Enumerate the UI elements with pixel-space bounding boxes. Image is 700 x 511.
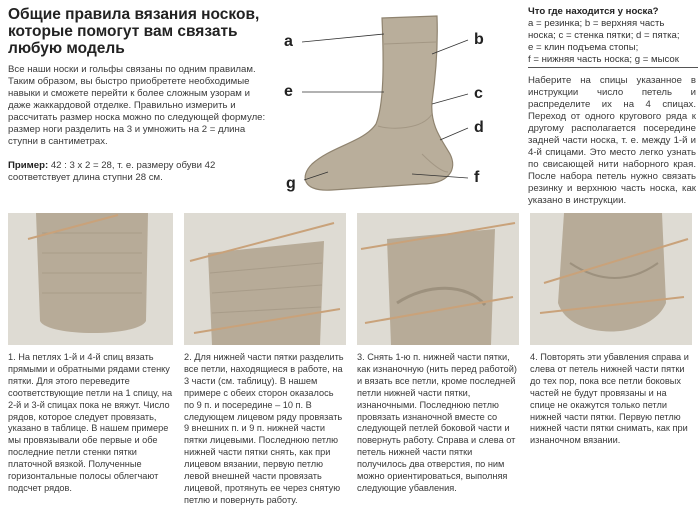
diagram-label-b: b (474, 31, 484, 48)
instructions-paragraph: Наберите на спицы указанное в инструкции число петель и распределите их на 4 спицах. Переход от одного кругового ряда к другому располагается посередине задней части носка, т. е. между 1-й и 4-й спицами. Это место легко узнать по свисающей нити наборного края. После набора петель нужно связать резинку и верхнюю часть носка, как указано в инструкции. (528, 75, 696, 206)
page-title: Общие правила вязания носков, которые помогут вам связать любую модель (8, 6, 260, 57)
step-caption-1 (8, 352, 174, 495)
knitting-photo-4 (530, 213, 692, 345)
legend-line: a = резинка; b = верхняя часть (528, 18, 665, 29)
step-caption-2 (184, 352, 346, 507)
step-number: 4. (530, 352, 538, 362)
legend-line: f = нижняя часть носка; g = мысок (528, 54, 679, 65)
diagram-label-f: f (474, 169, 480, 186)
knitting-photo-1 (8, 213, 173, 345)
example-text: 42 : 3 х 2 = 28, т. е. размеру обуви 42 соответствует длина ступни 28 см. (8, 160, 216, 183)
step-photo-2 (184, 213, 346, 345)
leader-line-c (432, 94, 468, 104)
example-paragraph (8, 160, 270, 184)
step-text: Повторять эти убавления справа и слева от петель нижней части пятки до тех пор, пока все петли боковых частей не будут провязаны и на спице не окажутся только петли нижней части пятки. Первую петлю нижней части пятки снимать, как при изнаночном вязании. (530, 352, 689, 446)
diagram-label-g: g (286, 175, 296, 192)
example-label: Пример: (8, 160, 49, 171)
step-text: Снять 1-ю п. нижней части пятки, как изнаночную (нить перед работой) и вязать все петли, кроме последней петли нижней части пятки, изнаночными. Последнюю петлю провязать изнаночной вместе со следующей петлей боковой части и повернуть работу. Справа и слева от петель нижней части пятки получилось два отверстия, по ним можно ориентироваться, выполняя следующие убавления. (357, 352, 517, 493)
sock-illustration (272, 4, 522, 204)
step-photo-3 (357, 213, 519, 345)
leader-line-a (302, 34, 384, 42)
step-text: На петлях 1-й и 4-й спиц вязать прямыми и обратными рядами стенку пятки. Для этого переведите соответствующие петли на 1 спицу, на 2-й и 3-й спицах пока не вяжут. Число рядов, которое следует провязать, указано в таблице. В нашем примере мы провязывали обе первые и обе последние петли стенки пятки платочной вязкой. Полученные горизонтальные полосы облегчают подсчет рядов. (8, 352, 173, 493)
diagram-label-e: e (284, 83, 293, 100)
step-number: 2. (184, 352, 192, 362)
diagram-label-a: a (284, 33, 293, 50)
diagram-label-d: d (474, 119, 484, 136)
legend-line: e = клин подъема стопы; (528, 42, 639, 53)
knitting-photo-3 (357, 213, 519, 345)
step-number: 1. (8, 352, 16, 362)
legend (528, 18, 698, 68)
knitting-photo-2 (184, 213, 346, 345)
legend-divider (528, 67, 698, 68)
step-number: 3. (357, 352, 365, 362)
step-text: Для нижней части пятки разделить все петли, находящиеся в работе, на 3 части (см. таблицу). В нашем примере с обеих сторон оказалось по 9 п. и посередине – 10 п. В следующем лицевом ряду провязать 9 внешних п. и 9 п. нижней части пятки лицевыми. Последнюю петлю нижней части пятки снять, как при лицевом вязании, первую петлю левой внешней части провязать лицевой, протянуть ее через снятую петлю и повернуть работу. (184, 352, 344, 505)
diagram-label-c: c (474, 85, 483, 102)
step-photo-4 (530, 213, 692, 345)
leader-line-d (440, 128, 468, 140)
step-photo-1 (8, 213, 173, 345)
sock-diagram (272, 4, 522, 204)
legend-heading: Что где находится у носка? (528, 6, 659, 17)
intro-paragraph: Все наши носки и гольфы связаны по одним правилам. Таким образом, вы быстро приобретете необходимые навыки и сможете перейти к более сложным узорам и даже жаккардовой отделке. Правильно измерить и рассчитать размер носка можно по следующей формуле: размер ноги разделить на 3 и умножить на 2 = длина ступни в сантиметрах. (8, 64, 266, 147)
step-caption-3 (357, 352, 519, 495)
legend-line: носка; c = стенка пятки; d = пятка; (528, 30, 680, 41)
step-caption-4 (530, 352, 692, 447)
